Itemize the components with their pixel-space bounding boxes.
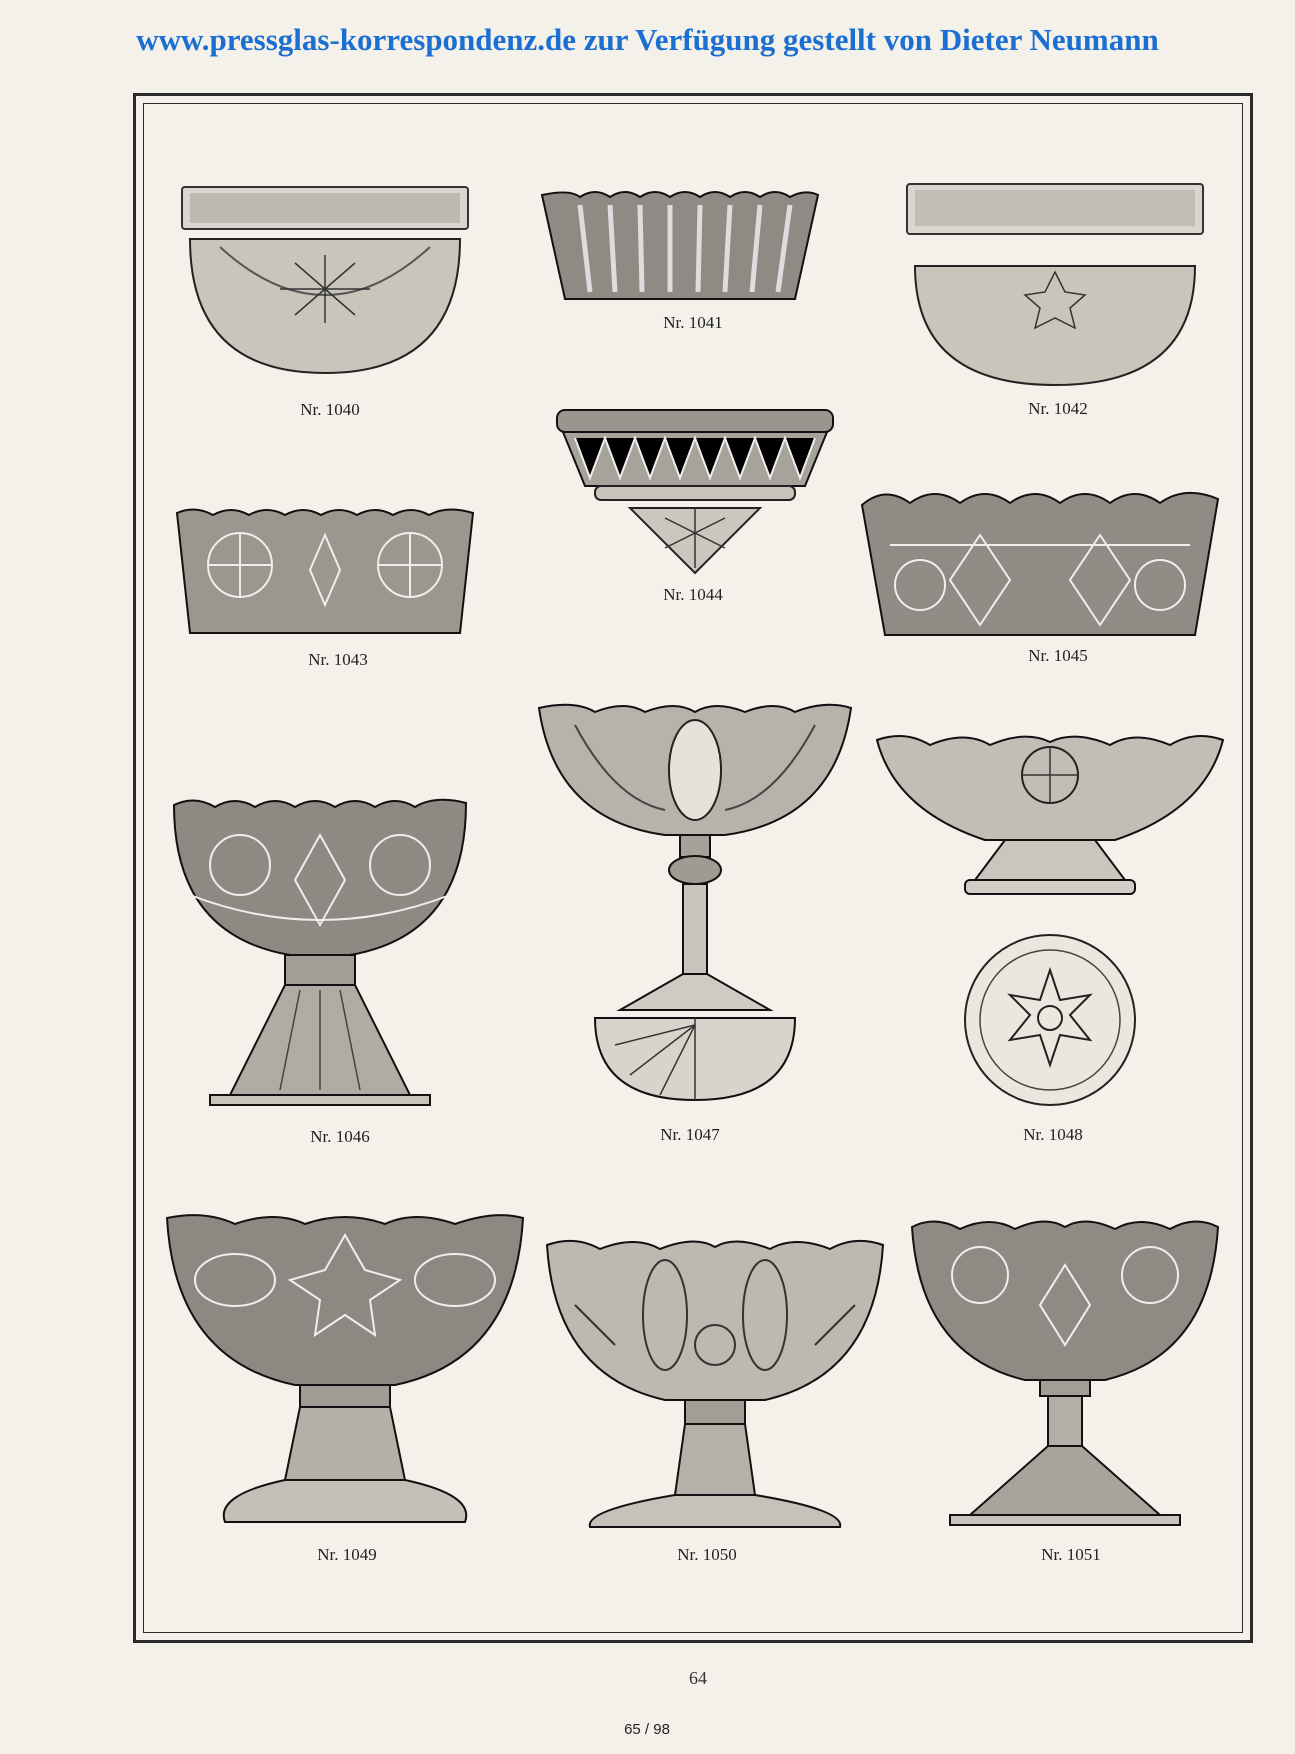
glass-illustration-1041 [540, 187, 820, 305]
page-number: 64 [689, 1668, 707, 1688]
glass-illustration-1045 [860, 485, 1220, 640]
item-label-1048: Nr. 1048 [1023, 1125, 1083, 1144]
glass-illustration-1047 [535, 700, 855, 1110]
glass-illustration-1042 [905, 180, 1205, 400]
glass-illustration-1051 [910, 1215, 1220, 1535]
item-label-1051: Nr. 1051 [1041, 1545, 1101, 1564]
pdf-page-counter: 65 / 98 [624, 1721, 670, 1738]
glass-illustration-1043 [175, 505, 475, 640]
glass-illustration-1046 [170, 795, 470, 1115]
item-label-1046: Nr. 1046 [310, 1127, 370, 1146]
glass-illustration-1049 [165, 1210, 525, 1535]
glass-illustration-1048 [875, 730, 1225, 1120]
item-label-1040: Nr. 1040 [300, 400, 360, 419]
item-label-1041: Nr. 1041 [663, 313, 723, 332]
glass-illustration-1040 [180, 183, 470, 398]
item-label-1042: Nr. 1042 [1028, 399, 1088, 418]
item-label-1050: Nr. 1050 [677, 1545, 737, 1564]
item-label-1047: Nr. 1047 [660, 1125, 720, 1144]
glass-illustration-1050 [545, 1235, 885, 1535]
item-label-1044: Nr. 1044 [663, 585, 723, 604]
page-header-title: www.pressglas-korrespondenz.de zur Verfügung gestellt von Dieter Neumann [136, 22, 1159, 57]
glass-illustration-1044 [555, 408, 835, 578]
item-label-1043: Nr. 1043 [308, 650, 368, 669]
item-label-1049: Nr. 1049 [317, 1545, 377, 1564]
item-label-1045: Nr. 1045 [1028, 646, 1088, 665]
